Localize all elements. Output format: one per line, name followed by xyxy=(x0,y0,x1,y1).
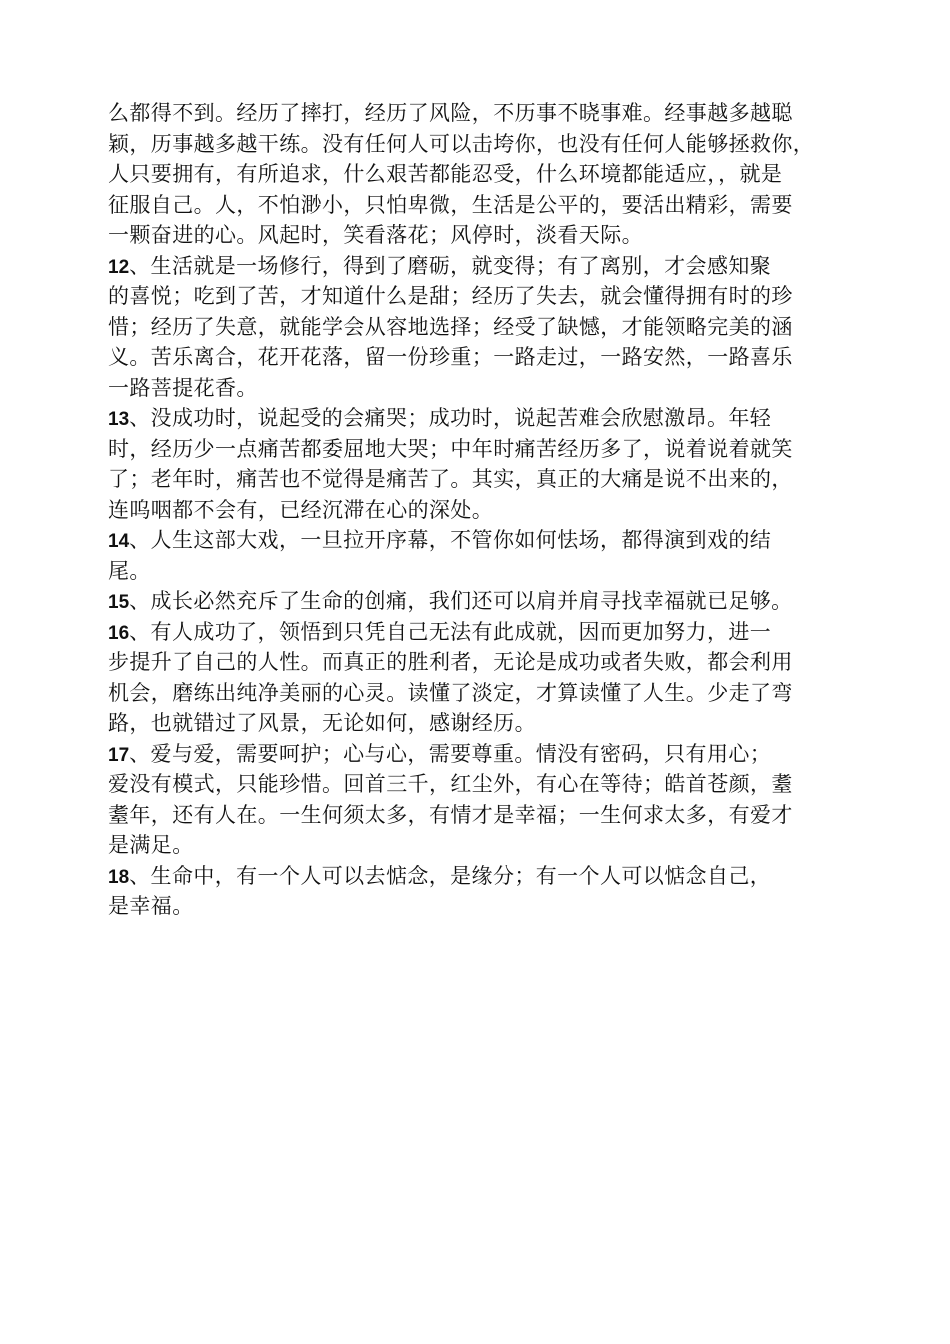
paragraph-16 xyxy=(108,617,868,739)
paragraph-number: 13 xyxy=(108,409,130,430)
text-line xyxy=(108,861,868,892)
paragraph-number: 16 xyxy=(108,622,130,644)
text-line xyxy=(108,739,868,770)
text-line: 机会，磨练出纯净美丽的心灵。读懂了淡定，才算读懂了人生。少走了弯 xyxy=(108,680,793,705)
paragraph-number: 12 xyxy=(108,256,130,278)
paragraph-text: 、生活就是一场修行，得到了磨砺，就变得；有了离别，才会感知聚 xyxy=(129,253,772,278)
paragraph-text: 、人生这部大戏，一旦拉开序幕，不管你如何怯场，都得演到戏的结 xyxy=(129,528,772,552)
text-line xyxy=(108,617,868,648)
text-line xyxy=(108,403,868,434)
text-line: 的喜悦；吃到了苦，才知道什么是甜；经历了失去，就会懂得拥有时的珍 xyxy=(108,284,793,308)
text-line: 征服自己。人，不怕渺小，只怕卑微，生活是公平的，要活出精彩，需要 xyxy=(108,192,793,217)
text-line xyxy=(108,586,868,617)
intro-paragraph xyxy=(108,98,868,251)
document-body xyxy=(108,98,868,922)
paragraph-number: 14 xyxy=(108,531,130,552)
paragraph-text: 、有人成功了，领悟到只凭自己无法有此成就，因而更加努力，进一 xyxy=(129,619,772,644)
paragraph-number: 17 xyxy=(108,744,130,766)
text-line: 一颗奋进的心。风起时，笑看落花；风停时，淡看天际。 xyxy=(108,223,643,247)
text-line: 连呜咽都不会有，已经沉滞在心的深处。 xyxy=(108,497,494,522)
paragraph-13 xyxy=(108,403,868,525)
text-line: 么都得不到。经历了摔打，经历了风险，不历事不晓事难。经事越多越聪 xyxy=(108,101,793,125)
paragraph-12 xyxy=(108,251,868,404)
paragraph-number: 18 xyxy=(108,866,130,888)
text-line: 是满足。 xyxy=(108,833,194,857)
paragraph-text: 、没成功时，说起受的会痛哭；成功时，说起苦难会欣慰激昂。年轻 xyxy=(129,406,772,430)
text-line: 了；老年时，痛苦也不觉得是痛苦了。其实，真正的大痛是说不出来的， xyxy=(108,467,793,491)
text-line: 步提升了自己的人性。而真正的胜利者，无论是成功或者失败，都会利用 xyxy=(108,650,793,674)
text-line: 路，也就错过了风景，无论如何，感谢经历。 xyxy=(108,711,536,735)
text-line xyxy=(108,525,868,556)
paragraph-text: 、成长必然充斥了生命的创痛，我们还可以肩并肩寻找幸福就已足够。 xyxy=(129,589,793,613)
text-line: 一路菩提花香。 xyxy=(108,375,258,400)
paragraph-text: 、生命中，有一个人可以去惦念，是缘分；有一个人可以惦念自己， xyxy=(129,863,772,888)
paragraph-text: 、爱与爱，需要呵护；心与心，需要尊重。情没有密码，只有用心； xyxy=(129,741,772,766)
text-line: 耋年，还有人在。一生何须太多，有情才是幸福；一生何求太多，有爱才 xyxy=(108,802,793,827)
paragraph-number: 15 xyxy=(108,592,130,613)
text-line: 尾。 xyxy=(108,558,151,583)
text-line: 爱没有模式，只能珍惜。回首三千，红尘外，有心在等待；皓首苍颜，耋 xyxy=(108,772,793,796)
text-line: 时，经历少一点痛苦都委屈地大哭；中年时痛苦经历多了，说着说着就笑 xyxy=(108,436,793,461)
paragraph-14 xyxy=(108,525,868,586)
text-line: 颖，历事越多越干练。没有任何人可以击垮你，也没有任何人能够拯救你， xyxy=(108,131,815,156)
text-line: 义。苦乐离合，花开花落，留一份珍重；一路走过，一路安然，一路喜乐 xyxy=(108,345,793,369)
text-line: 人只要拥有，有所追求，什么艰苦都能忍受，什么环境都能适应，，就是 xyxy=(108,162,783,186)
paragraph-18 xyxy=(108,861,868,922)
text-line: 惜；经历了失意，就能学会从容地选择；经受了缺憾，才能领略完美的涵 xyxy=(108,314,793,339)
paragraph-17 xyxy=(108,739,868,861)
paragraph-15 xyxy=(108,586,868,617)
text-line: 是幸福。 xyxy=(108,894,194,918)
text-line xyxy=(108,251,868,282)
